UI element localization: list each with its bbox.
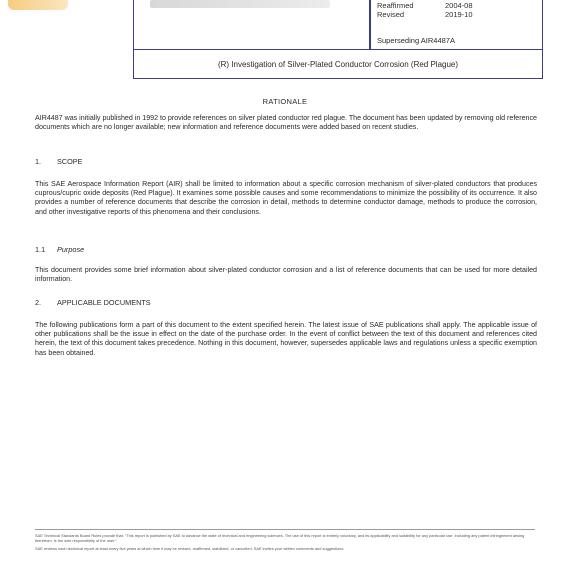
scope-title: SCOPE [57, 157, 83, 166]
document-title-text: (R) Investigation of Silver-Plated Conductor Corrosion (Red Plague) [217, 60, 459, 69]
document-title [133, 49, 543, 79]
scope-heading [35, 157, 83, 166]
purpose-heading [35, 245, 84, 254]
reaffirmed-row [377, 1, 473, 10]
revised-date: 2019-10 [445, 10, 473, 19]
scope-paragraph: This SAE Aerospace Information Report (AIR) shall be limited to information about a specific corrosion mechanism of silver-plated conductors that produces cuprous/cupric oxide deposits (Red Plague). It examines some possible causes and some recommendations to minimize the possibility of its occurrence. It also provides a number of reference documents that describe the corrosion in detail, methods to determine conductor damage, methods to produce the corrosion, and other investigative reports of this phenomena and their conclusions. [35, 180, 537, 216]
purpose-paragraph: This document provides some brief information about silver-plated conductor corrosion and a list of reference documents that can be used for more detailed information. [35, 266, 537, 284]
applicable-documents-heading [35, 298, 151, 307]
revised-label: Revised [377, 10, 405, 19]
scope-number: 1. [35, 157, 42, 166]
applicable-number: 2. [35, 298, 42, 307]
sae-logo [8, 0, 68, 10]
footer-divider [35, 529, 535, 530]
superseding-note: Superseding AIR4487A [377, 36, 455, 45]
purpose-number: 1.1 [35, 245, 46, 254]
reaffirmed-label: Reaffirmed [377, 1, 414, 10]
applicable-documents-paragraph: The following publications form a part of this document to the extent specified herein. The latest issue of SAE publications shall apply. The applicable issue of other publications shall be the issue in effect on the date of the purchase order. In the event of conflict between the text of this document and references cited herein, the text of this document takes precedence. Nothing in this document, however, supersedes applicable laws and regulations unless a specific exemption has been obtained. [35, 321, 537, 357]
rationale-paragraph: AIR4487 was initially published in 1992 to provide references on silver plated conductor red plague. The document has been updated by removing old reference documents which are no longer available; new information and reference documents were added based on recent studies. [35, 114, 537, 132]
applicable-title: APPLICABLE DOCUMENTS [57, 298, 151, 307]
reaffirmed-date: 2004-08 [445, 1, 473, 10]
revised-row [377, 10, 473, 19]
footer-notice: SAE Technical Standards Board Rules provide that: "This report is published by SAE to advance the state of technical and engineering sciences. The use of this report is entirely voluntary, and its applicability and suitability for any particular use, including any patent infringement arising therefrom, is the sole responsibility of the user." [35, 533, 525, 543]
rationale-heading: RATIONALE [262, 97, 308, 106]
footer-review-note: SAE reviews each technical report at least every five years at which time it may be revised, reaffirmed, stabilized, or cancelled. SAE invites your written comments and suggestions. [35, 546, 345, 551]
document-type-banner [150, 0, 330, 8]
header-divider [369, 0, 371, 49]
purpose-title: Purpose [57, 245, 85, 254]
